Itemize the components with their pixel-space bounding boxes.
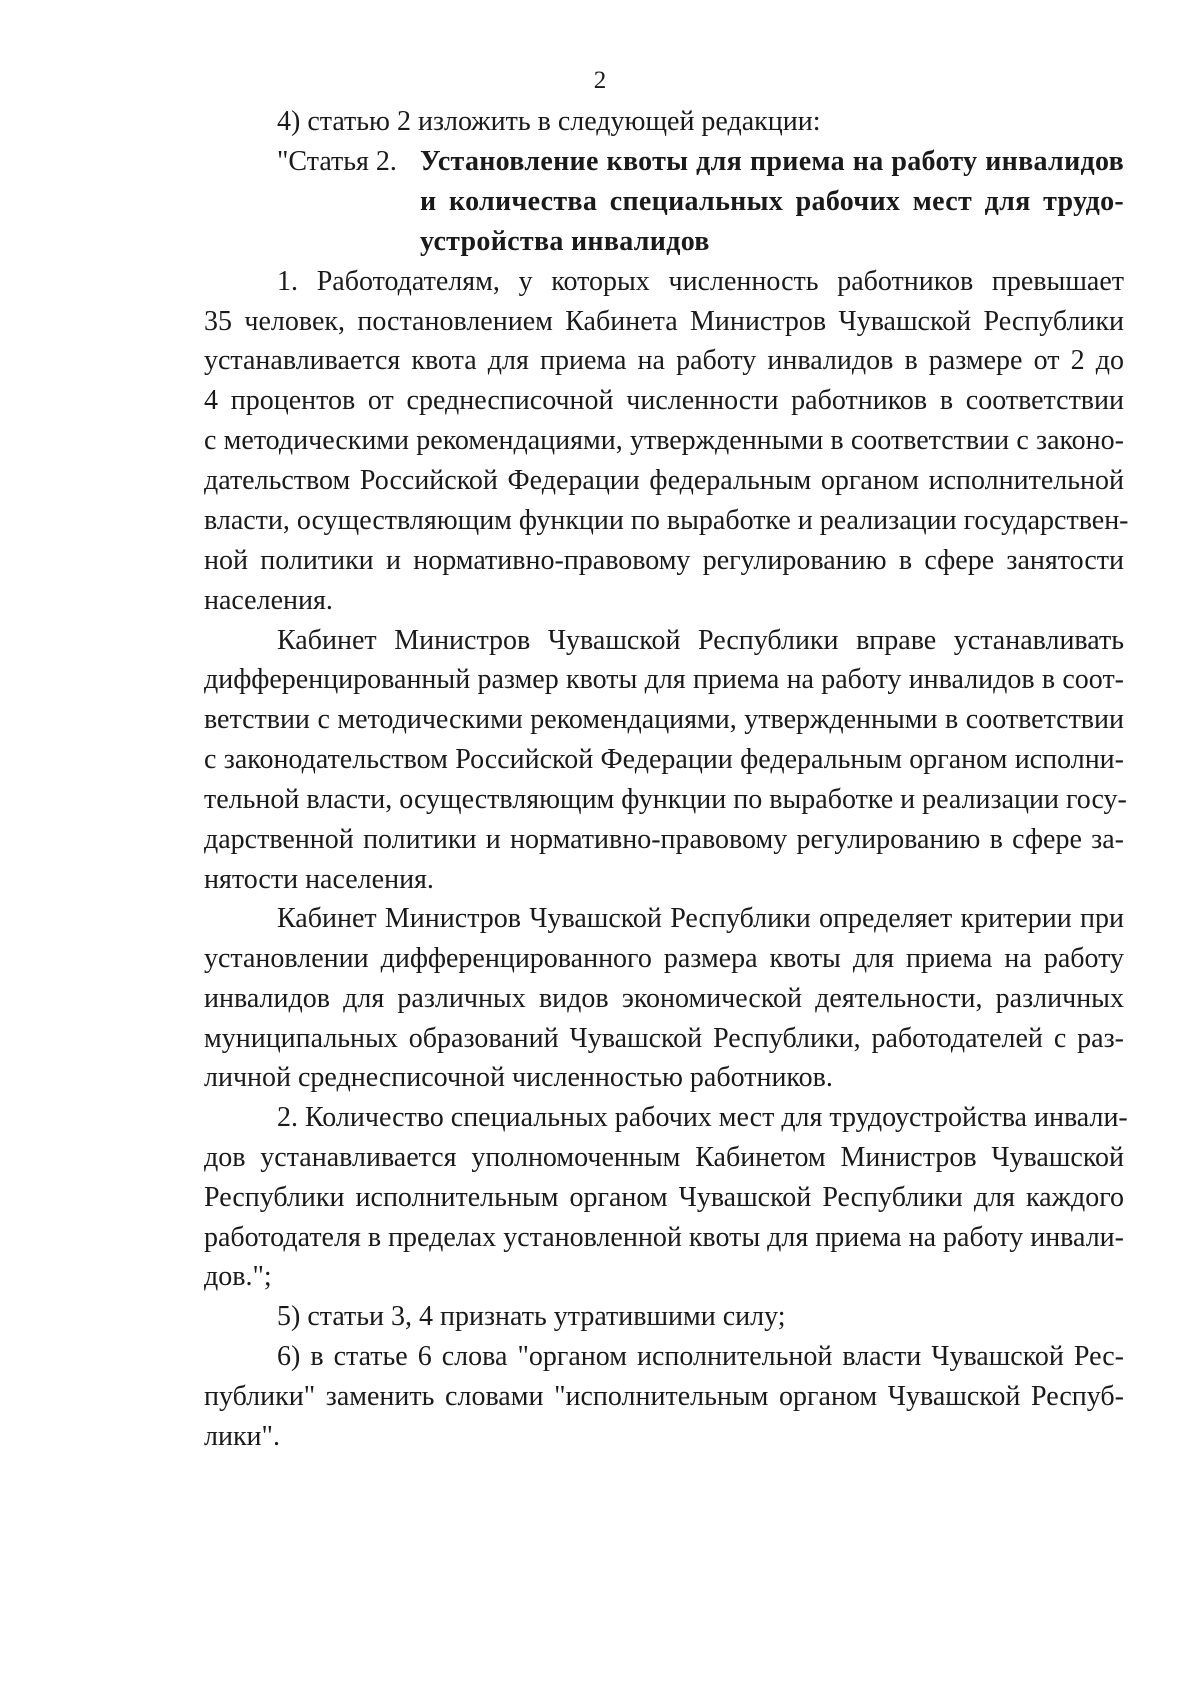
paragraph-line: с методическими рекомендациями, утвержденными в соответствии с законо- — [204, 425, 1124, 456]
paragraph-line: установлении дифференцированного размера квоты для приема на работу — [204, 943, 1124, 974]
paragraph-line: с законодательством Российской Федерации федеральным органом исполни- — [204, 744, 1124, 775]
amendment-item-5: 5) статьи 3, 4 признать утратившими силу; — [277, 1301, 786, 1332]
paragraph-line: нятости населения. — [204, 864, 434, 895]
paragraph-line: тельной власти, осуществляющим функции по выработке и реализации госу- — [204, 784, 1127, 815]
article-title-line: устройства инвалидов — [420, 226, 710, 257]
paragraph-line: личной среднесписочной численностью работников. — [204, 1062, 833, 1093]
paragraph-line: Кабинет Министров Чувашской Республики вправе устанавливать — [277, 625, 1124, 656]
paragraph-line: дов устанавливается уполномоченным Кабинетом Министров Чувашской — [204, 1142, 1124, 1173]
amendment-item-4: 4) статью 2 изложить в следующей редакции: — [277, 106, 821, 137]
paragraph-line: ной политики и нормативно-правовому регулированию в сфере занятости — [204, 545, 1124, 576]
article-title-line: и количества специальных рабочих мест для трудо- — [420, 186, 1124, 217]
paragraph-line: Республики исполнительным органом Чувашской Республики для каждого — [204, 1182, 1124, 1213]
amendment-item-6-line: лики". — [204, 1421, 280, 1452]
paragraph-line: населения. — [204, 585, 333, 616]
paragraph-line: муниципальных образований Чувашской Республики, работодателей с раз- — [204, 1023, 1124, 1054]
amendment-item-6-line: публики" заменить словами "исполнительным органом Чувашской Респуб- — [204, 1381, 1124, 1412]
paragraph-line: 1. Работодателям, у которых численность работников превышает — [277, 266, 1124, 297]
page-number: 2 — [593, 67, 607, 94]
paragraph-line: дифференцированный размер квоты для приема на работу инвалидов в соот- — [204, 664, 1124, 695]
paragraph-line: 35 человек, постановлением Кабинета Министров Чувашской Республики — [204, 306, 1124, 337]
paragraph-line: 2. Количество специальных рабочих мест для трудоустройства инвали- — [277, 1102, 1128, 1133]
paragraph-line: работодателя в пределах установленной квоты для приема на работу инвали- — [204, 1222, 1124, 1253]
article-title-line: Установление квоты для приема на работу инвалидов — [420, 146, 1124, 177]
paragraph-line: устанавливается квота для приема на работу инвалидов в размере от 2 до — [204, 345, 1124, 376]
paragraph-line: 4 процентов от среднесписочной численности работников в соответствии — [204, 385, 1124, 416]
paragraph-line: инвалидов для различных видов экономической деятельности, различных — [204, 983, 1124, 1014]
paragraph-line: ветствии с методическими рекомендациями, утвержденными в соответствии — [204, 704, 1124, 735]
paragraph-line: власти, осуществляющим функции по выработке и реализации государствен- — [204, 505, 1129, 536]
paragraph-line: Кабинет Министров Чувашской Республики определяет критерии при — [277, 903, 1124, 934]
paragraph-line: дарственной политики и нормативно-правовому регулированию в сфере за- — [204, 824, 1124, 855]
amendment-item-6-line: 6) в статье 6 слова "органом исполнительной власти Чувашской Рес- — [277, 1341, 1124, 1372]
paragraph-line: дов."; — [204, 1261, 272, 1292]
article-label: "Статья 2. — [277, 146, 397, 177]
paragraph-line: дательством Российской Федерации федеральным органом исполнительной — [204, 465, 1124, 496]
